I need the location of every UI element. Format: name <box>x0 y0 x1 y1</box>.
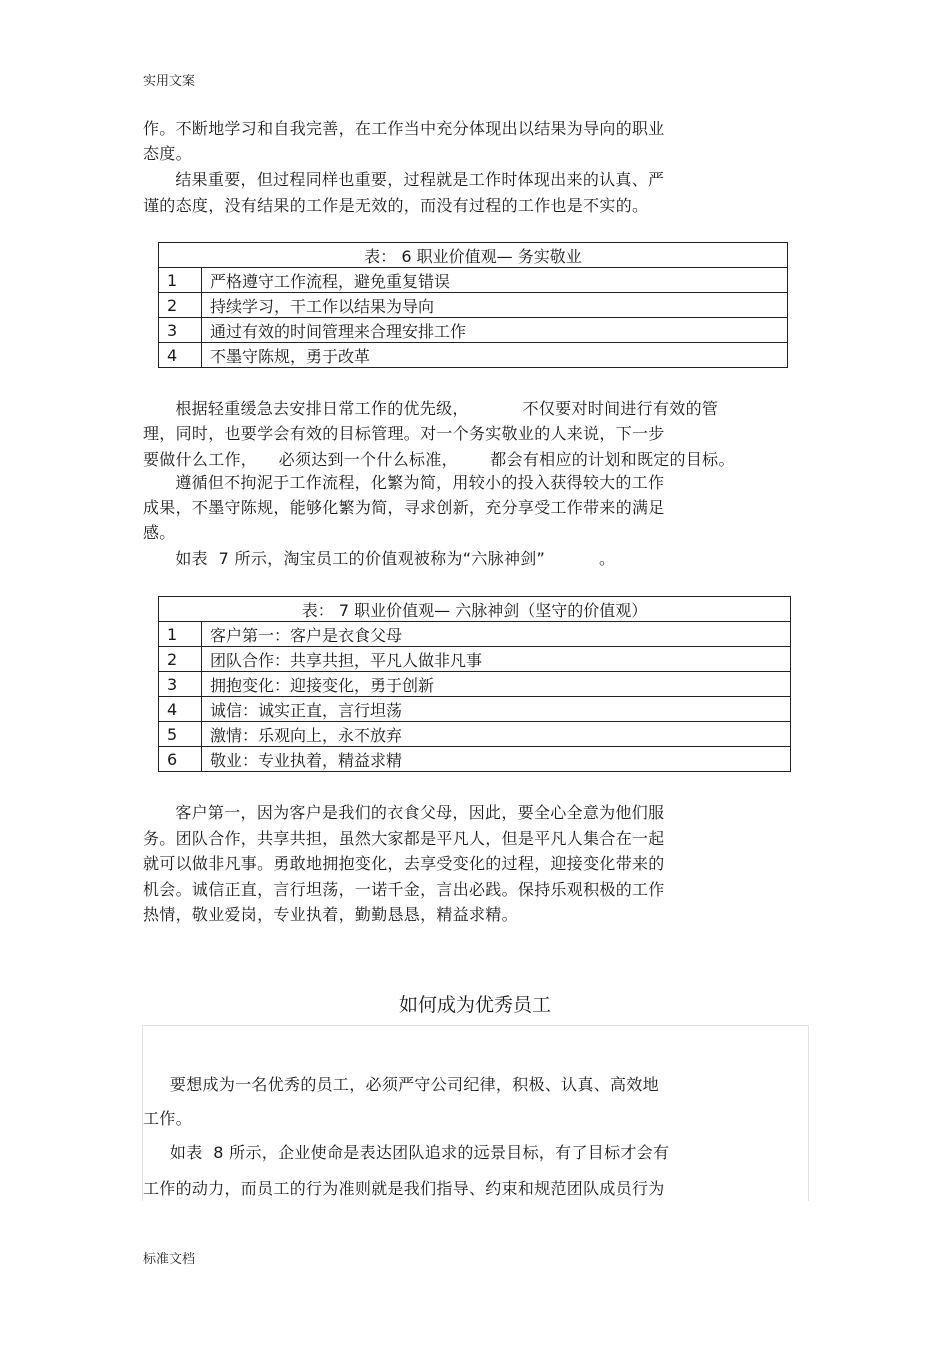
row-number: 1 <box>159 622 202 647</box>
body-text-line: 理，同时，也要学会有效的目标管理。对一个务实敬业的人来说，下一步 <box>143 424 665 443</box>
table-caption: 表： 6 职业价值观— 务实敬业 <box>159 243 788 268</box>
table-row <box>159 293 788 318</box>
row-number: 1 <box>159 268 202 293</box>
row-number: 3 <box>159 672 202 697</box>
page-footer: 标准文档 <box>143 1252 196 1267</box>
row-number: 4 <box>159 343 202 368</box>
table-7 <box>158 596 791 772</box>
row-text: 团队合作：共享共担，平凡人做非凡事 <box>202 647 791 672</box>
row-number: 5 <box>159 722 202 747</box>
table-row <box>159 647 791 672</box>
row-text: 严格遵守工作流程，避免重复错误 <box>202 268 788 293</box>
body-text-line: 就可以做非凡事。勇敢地拥抱变化，去享受变化的过程，迎接变化带来的 <box>143 854 665 873</box>
body-text-line: 要做什么工作， 必须达到一个什么标准， 都会有相应的计划和既定的目标。 <box>143 450 735 469</box>
table-row <box>159 318 788 343</box>
body-text-line: 根据轻重缓急去安排日常工作的优先级， 不仅要对时间进行有效的管 <box>143 399 719 418</box>
table-row <box>159 697 791 722</box>
table-row <box>159 622 791 647</box>
row-number: 2 <box>159 293 202 318</box>
table-row <box>159 672 791 697</box>
body-text-line: 遵循但不拘泥于工作流程，化繁为简，用较小的投入获得较大的工作 <box>143 473 665 492</box>
body-text-line: 态度。 <box>143 144 192 163</box>
page-header: 实用文案 <box>143 74 196 89</box>
row-number: 4 <box>159 697 202 722</box>
row-number: 3 <box>159 318 202 343</box>
body-text-line: 作。不断地学习和自我完善，在工作当中充分体现出以结果为导向的职业 <box>143 119 665 138</box>
body-text-line: 客户第一，因为客户是我们的衣食父母，因此，要全心全意为他们服 <box>143 803 665 822</box>
table-row <box>159 747 791 772</box>
row-text: 不墨守陈规，勇于改革 <box>202 343 788 368</box>
row-number: 6 <box>159 747 202 772</box>
body-text-line: 感。 <box>143 523 176 542</box>
body-text-line: 工作。 <box>143 1109 192 1128</box>
section-frame <box>142 1025 809 1201</box>
body-text-line: 如表 8 所示，企业使命是表达团队追求的远景目标，有了目标才会有 <box>143 1143 670 1162</box>
body-text-line: 结果重要，但过程同样也重要，过程就是工作时体现出来的认真、严 <box>143 170 665 189</box>
body-text-line: 热情，敬业爱岗，专业执着，勤勤恳恳，精益求精。 <box>143 905 518 924</box>
row-text: 持续学习，干工作以结果为导向 <box>202 293 788 318</box>
row-text: 诚信：诚实正直，言行坦荡 <box>202 697 791 722</box>
row-text: 通过有效的时间管理来合理安排工作 <box>202 318 788 343</box>
body-text-line: 务。团队合作，共享共担，虽然大家都是平凡人，但是平凡人集合在一起 <box>143 829 665 848</box>
row-number: 2 <box>159 647 202 672</box>
row-text: 拥抱变化：迎接变化，勇于创新 <box>202 672 791 697</box>
table-caption: 表： 7 职业价值观— 六脉神剑（坚守的价值观） <box>159 597 791 622</box>
row-text: 敬业：专业执着，精益求精 <box>202 747 791 772</box>
row-text: 激情：乐观向上，永不放弃 <box>202 722 791 747</box>
row-text: 客户第一：客户是衣食父母 <box>202 622 791 647</box>
section-title: 如何成为优秀员工 <box>398 994 551 1016</box>
table-row <box>159 343 788 368</box>
table-row <box>159 722 791 747</box>
body-text-line: 机会。诚信正直，言行坦荡，一诺千金，言出必践。保持乐观积极的工作 <box>143 880 665 899</box>
body-text-line: 成果，不墨守陈规，能够化繁为简，寻求创新，充分享受工作带来的满足 <box>143 498 665 517</box>
table-6 <box>158 242 788 368</box>
body-text-line: 要想成为一名优秀的员工，必须严守公司纪律，积极、认真、高效地 <box>143 1075 659 1094</box>
body-text-line: 谨的态度，没有结果的工作是无效的，而没有过程的工作也是不实的。 <box>143 196 649 215</box>
body-text-line: 如表 7 所示，淘宝员工的价值观被称为“六脉神剑” 。 <box>143 549 616 568</box>
body-text-line: 工作的动力，而员工的行为准则就是我们指导、约束和规范团队成员行为 <box>143 1179 665 1198</box>
table-row <box>159 268 788 293</box>
